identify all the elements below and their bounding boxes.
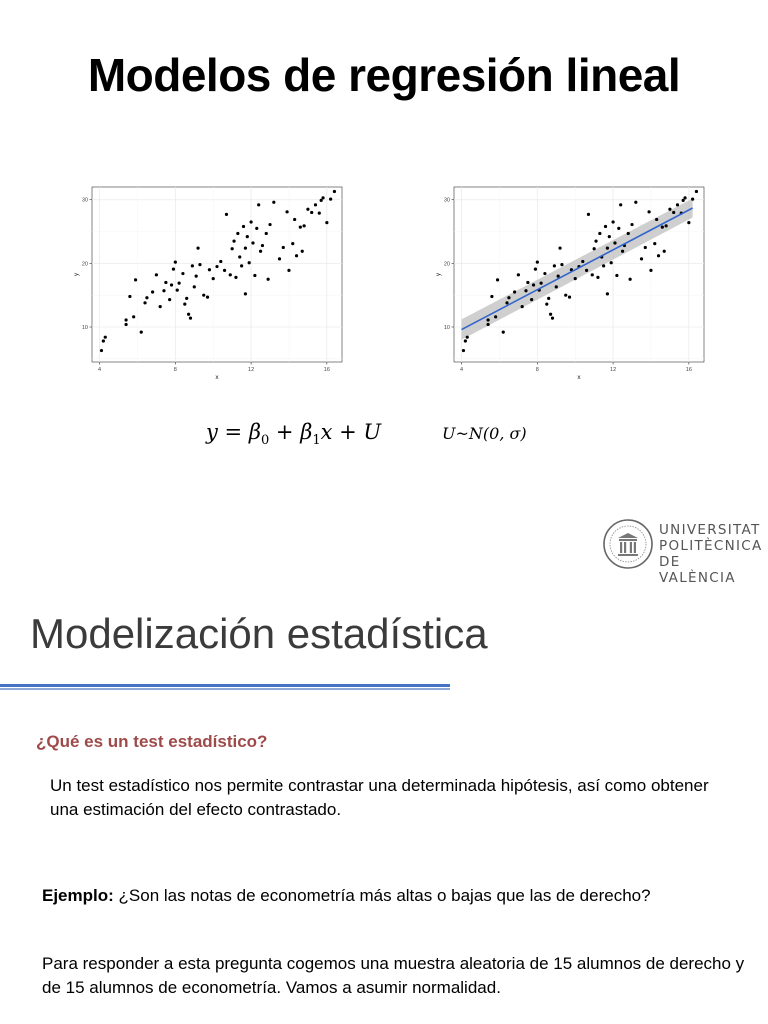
data-point xyxy=(627,232,630,235)
data-point xyxy=(318,211,321,214)
data-point xyxy=(634,201,637,204)
data-point xyxy=(490,295,493,298)
data-point xyxy=(661,225,664,228)
data-point xyxy=(191,264,194,267)
data-point xyxy=(320,199,323,202)
data-point xyxy=(248,261,251,264)
logo-line-2: POLITÈCNICA xyxy=(659,538,763,554)
data-point xyxy=(231,247,234,250)
eq-beta1: β xyxy=(300,420,313,444)
data-point xyxy=(229,273,232,276)
x-tick-label: 4 xyxy=(460,367,464,373)
data-point xyxy=(564,294,567,297)
y-tick-label: 10 xyxy=(443,325,450,331)
data-point xyxy=(189,316,192,319)
data-point xyxy=(676,203,679,206)
data-point xyxy=(532,283,535,286)
data-point xyxy=(611,220,614,223)
data-point xyxy=(225,213,228,216)
x-tick-label: 8 xyxy=(173,367,177,373)
data-point xyxy=(132,315,135,318)
data-point xyxy=(502,330,505,333)
data-point xyxy=(517,273,520,276)
data-point xyxy=(655,218,658,221)
data-point xyxy=(596,276,599,279)
example-text: ¿Son las notas de econometría más altas o bajas que las de derecho? xyxy=(113,886,651,905)
eq-u: U xyxy=(363,420,382,444)
data-point xyxy=(610,261,613,264)
data-point xyxy=(195,274,198,277)
y-axis-label: y xyxy=(435,272,442,277)
data-point xyxy=(303,224,306,227)
title-underline xyxy=(0,684,450,690)
data-point xyxy=(560,263,563,266)
data-point xyxy=(272,201,275,204)
data-point xyxy=(507,296,510,299)
plot-panel xyxy=(92,187,342,362)
y-tick-label: 20 xyxy=(443,261,450,268)
x-tick-label: 16 xyxy=(685,367,692,373)
data-point xyxy=(244,292,247,295)
data-point xyxy=(682,199,685,202)
data-point xyxy=(145,296,148,299)
data-point xyxy=(282,246,285,249)
data-point xyxy=(291,242,294,245)
data-point xyxy=(257,203,260,206)
data-point xyxy=(604,225,607,228)
scatter-plot xyxy=(72,182,344,382)
x-axis-label: x xyxy=(577,374,581,381)
data-point xyxy=(212,277,215,280)
data-point xyxy=(164,281,167,284)
regression-plot xyxy=(434,182,706,382)
eq-x: x xyxy=(320,420,333,444)
data-point xyxy=(265,232,268,235)
data-point xyxy=(295,254,298,257)
data-point xyxy=(168,298,171,301)
eq-plus2: + xyxy=(332,420,364,444)
data-point xyxy=(208,268,211,271)
data-point xyxy=(551,316,554,319)
data-point xyxy=(687,221,690,224)
data-point xyxy=(159,305,162,308)
data-point xyxy=(540,281,543,284)
data-point xyxy=(558,246,561,249)
data-point xyxy=(174,260,177,263)
data-point xyxy=(314,203,317,206)
data-point xyxy=(172,267,175,270)
data-point xyxy=(606,246,609,249)
data-point xyxy=(653,242,656,245)
data-point xyxy=(524,289,527,292)
x-tick-label: 12 xyxy=(248,367,255,373)
data-point xyxy=(232,239,235,242)
data-point xyxy=(102,339,105,342)
data-point xyxy=(534,267,537,270)
data-point xyxy=(333,190,336,193)
regression-plot-svg xyxy=(434,182,706,382)
data-point xyxy=(536,260,539,263)
data-point xyxy=(124,323,127,326)
data-point xyxy=(193,285,196,288)
data-point xyxy=(321,196,324,199)
data-point xyxy=(672,211,675,214)
slide-modelizacion xyxy=(0,512,768,1024)
logo-line-3: DE VALÈNCIA xyxy=(659,554,736,586)
data-point xyxy=(299,225,302,228)
slide-title: Modelos de regresión lineal xyxy=(87,49,681,101)
data-point xyxy=(640,257,643,260)
data-point xyxy=(657,254,660,257)
data-point xyxy=(587,213,590,216)
x-tick-label: 4 xyxy=(98,367,102,373)
data-point xyxy=(246,235,249,238)
data-point xyxy=(547,297,550,300)
data-point xyxy=(602,264,605,267)
data-point xyxy=(644,246,647,249)
scatter-plot-svg xyxy=(72,182,344,382)
data-point xyxy=(261,244,264,247)
data-point xyxy=(585,269,588,272)
eq-y: y xyxy=(206,420,218,444)
data-point xyxy=(306,208,309,211)
data-point xyxy=(236,232,239,235)
example-paragraph xyxy=(42,884,762,908)
data-point xyxy=(619,203,622,206)
data-point xyxy=(249,220,252,223)
data-point xyxy=(574,277,577,280)
data-point xyxy=(285,210,288,213)
logo-line-1: UNIVERSITAT xyxy=(659,522,761,538)
underline-primary xyxy=(0,684,450,687)
data-point xyxy=(187,313,190,316)
x-tick-label: 16 xyxy=(323,367,330,373)
data-point xyxy=(630,223,633,226)
data-point xyxy=(513,290,516,293)
x-tick-label: 8 xyxy=(535,367,539,373)
data-point xyxy=(100,349,103,352)
data-point xyxy=(267,278,270,281)
data-point xyxy=(568,295,571,298)
data-point xyxy=(223,269,226,272)
y-tick-label: 20 xyxy=(81,261,88,268)
data-point xyxy=(242,225,245,228)
data-point xyxy=(287,269,290,272)
data-point xyxy=(268,223,271,226)
y-axis-label: y xyxy=(73,272,80,277)
data-point xyxy=(557,274,560,277)
data-point xyxy=(183,302,186,305)
data-point xyxy=(244,246,247,249)
data-point xyxy=(521,305,524,308)
data-point xyxy=(178,281,181,284)
eq-sub1: 1 xyxy=(312,433,321,449)
data-point xyxy=(104,336,107,339)
x-axis-label: x xyxy=(215,374,219,381)
data-point xyxy=(238,255,241,258)
eq-beta0: β xyxy=(248,420,261,444)
data-point xyxy=(649,269,652,272)
data-point xyxy=(253,274,256,277)
x-tick-label: 12 xyxy=(610,367,617,373)
eq-plus1: + xyxy=(269,420,301,444)
underline-secondary xyxy=(0,688,450,690)
y-tick-label: 30 xyxy=(443,197,450,204)
data-point xyxy=(329,197,332,200)
data-point xyxy=(591,273,594,276)
data-point xyxy=(494,315,497,318)
data-point xyxy=(505,301,508,304)
data-point xyxy=(176,288,179,291)
data-point xyxy=(151,290,154,293)
data-point xyxy=(617,227,620,230)
data-point xyxy=(206,295,209,298)
data-point xyxy=(143,301,146,304)
data-point xyxy=(251,241,254,244)
data-point xyxy=(598,232,601,235)
data-point xyxy=(665,224,668,227)
data-point xyxy=(668,208,671,211)
data-point xyxy=(325,221,328,224)
slide-title: Modelización estadística xyxy=(30,610,488,657)
data-point xyxy=(526,281,529,284)
data-point xyxy=(543,272,546,275)
data-point xyxy=(181,272,184,275)
y-tick-label: 30 xyxy=(81,197,88,204)
data-point xyxy=(663,250,666,253)
data-point xyxy=(608,235,611,238)
example-label: Ejemplo: xyxy=(42,886,114,905)
data-point xyxy=(293,218,296,221)
data-point xyxy=(198,263,201,266)
data-point xyxy=(466,336,469,339)
answer-paragraph: Para responder a esta pregunta cogemos una muestra aleatoria de 15 alumnos de derecho y de 15 alumnos de econometría. Vamos a asumir normalidad. xyxy=(42,954,745,997)
data-point xyxy=(124,318,127,321)
data-point xyxy=(240,264,243,267)
data-point xyxy=(683,196,686,199)
data-point xyxy=(140,330,143,333)
data-point xyxy=(486,323,489,326)
data-point xyxy=(170,283,173,286)
data-point xyxy=(553,264,556,267)
section-question: ¿Qué es un test estadístico? xyxy=(36,732,268,751)
data-point xyxy=(162,289,165,292)
eq-sub0: 0 xyxy=(260,433,270,449)
data-point xyxy=(530,298,533,301)
data-point xyxy=(613,241,616,244)
data-point xyxy=(593,247,596,250)
data-point xyxy=(259,250,262,253)
data-point xyxy=(234,276,237,279)
data-point xyxy=(185,297,188,300)
data-point xyxy=(215,265,218,268)
data-point xyxy=(629,278,632,281)
data-point xyxy=(202,294,205,297)
data-point xyxy=(615,274,618,277)
data-point xyxy=(219,260,222,263)
data-point xyxy=(555,285,558,288)
eq-equals: = xyxy=(217,420,249,444)
data-point xyxy=(196,246,199,249)
data-point xyxy=(255,227,258,230)
regression-equation xyxy=(206,420,381,448)
data-point xyxy=(594,239,597,242)
data-point xyxy=(545,302,548,305)
data-point xyxy=(549,313,552,316)
data-point xyxy=(486,318,489,321)
data-point xyxy=(691,197,694,200)
definition-paragraph: Un test estadístico nos permite contrastar una determinada hipótesis, así como obtener una estimación del efecto contrastado. xyxy=(50,776,709,819)
data-point xyxy=(496,278,499,281)
data-point xyxy=(581,260,584,263)
data-point xyxy=(606,292,609,295)
y-tick-label: 10 xyxy=(81,325,88,331)
data-point xyxy=(464,339,467,342)
data-point xyxy=(695,190,698,193)
data-point xyxy=(310,211,313,214)
data-point xyxy=(647,210,650,213)
data-point xyxy=(621,250,624,253)
data-point xyxy=(462,349,465,352)
data-point xyxy=(128,295,131,298)
data-point xyxy=(134,278,137,281)
data-point xyxy=(155,273,158,276)
data-point xyxy=(301,250,304,253)
data-point xyxy=(278,257,281,260)
noise-distribution: U~N(0, σ) xyxy=(442,424,527,443)
